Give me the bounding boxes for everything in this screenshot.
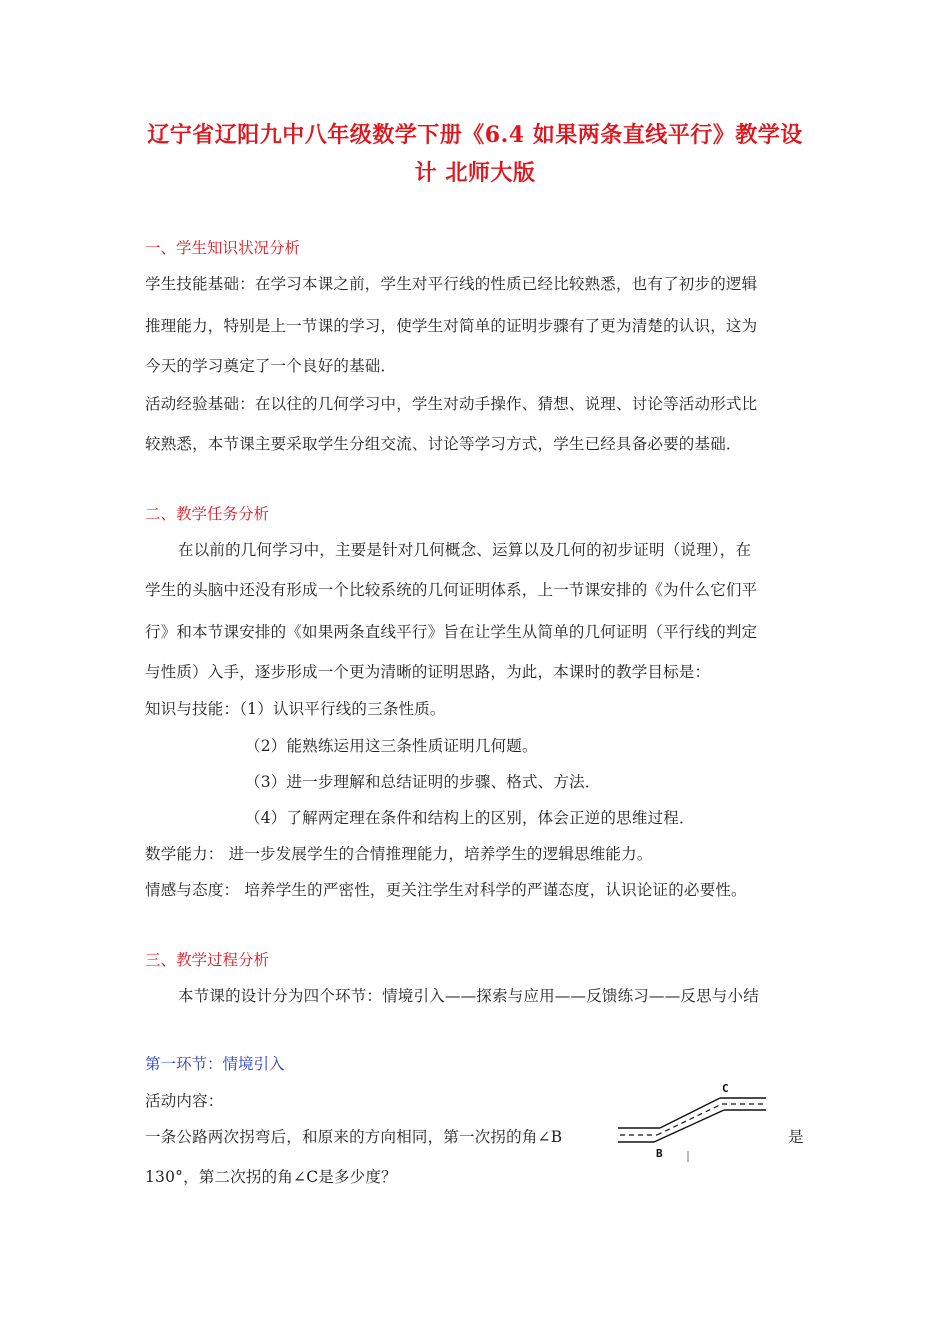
road-edge <box>660 1098 720 1128</box>
problem-text: 130°，第二次拐的角∠C是多少度？ <box>145 1168 397 1186</box>
objective-knowledge: 知识与技能：（1）认识平行线的三条性质。 <box>145 700 446 718</box>
problem-text-end: 是 <box>788 1128 804 1146</box>
activity-label: 活动内容： <box>145 1092 224 1110</box>
point-label-c: C <box>722 1082 729 1095</box>
problem-text: 一条公路两次拐弯后，和原来的方向相同，第一次拐的角∠B <box>145 1128 563 1146</box>
objective-attitude: 情感与态度： 培养学生的严密性，更关注学生对科学的严谨态度，认识论证的必要性。 <box>145 881 747 899</box>
paragraph-line: 与性质）入手，逐步形成一个更为清晰的证明思路，为此，本课时的教学目标是： <box>145 663 711 681</box>
stage-1-heading: 第一环节：情境引入 <box>145 1055 285 1073</box>
objective-ability: 数学能力： 进一步发展学生的合情推理能力，培养学生的逻辑思维能力。 <box>145 845 653 863</box>
document-title <box>120 116 830 192</box>
paragraph-line: 今天的学习奠定了一个良好的基础． <box>145 357 397 375</box>
road-diagram <box>612 1080 782 1165</box>
paragraph-line: 活动经验基础：在以往的几何学习中，学生对动手操作、猜想、说理、讨论等活动形式比 <box>145 395 758 413</box>
objective-item: （4）了解两定理在条件和结构上的区别，体会正逆的思维过程． <box>245 809 695 827</box>
title-line-1: 辽宁省辽阳九中八年级数学下册《6.4 如果两条直线平行》教学设 <box>147 122 803 148</box>
section-2-heading: 二、教学任务分析 <box>145 505 270 523</box>
paragraph-line: 行》和本节课安排的《如果两条直线平行》旨在让学生从简单的几何证明（平行线的判定 <box>145 623 758 641</box>
paragraph-line: 较熟悉，本节课主要采取学生分组交流、讨论等学习方式，学生已经具备必要的基础． <box>145 435 742 453</box>
paragraph-line: 在以前的几何学习中，主要是针对几何概念、运算以及几何的初步证明（说理），在 <box>178 541 752 559</box>
objective-item: （2）能熟练运用这三条性质证明几何题。 <box>245 737 538 755</box>
section-3-heading: 三、教学过程分析 <box>145 951 270 969</box>
paragraph-line: 学生的头脑中还没有形成一个比较系统的几何证明体系，上一节课安排的《为什么它们平 <box>145 581 758 599</box>
road-centerline <box>657 1104 722 1135</box>
title-line-2: 计 北师大版 <box>414 160 536 186</box>
section-1-heading: 一、学生知识状况分析 <box>145 239 301 257</box>
paragraph-line: 推理能力，特别是上一节课的学习，使学生对简单的证明步骤有了更为清楚的认识，这为 <box>145 317 758 335</box>
paragraph-line: 学生技能基础：在学习本课之前，学生对平行线的性质已经比较熟悉，也有了初步的逻辑 <box>145 275 758 293</box>
objective-item: （3）进一步理解和总结证明的步骤、格式、方法． <box>245 773 601 791</box>
point-label-b: B <box>656 1147 663 1160</box>
paragraph-line: 本节课的设计分为四个环节：情境引入——探索与应用——反馈练习——反思与小结 <box>178 987 759 1005</box>
